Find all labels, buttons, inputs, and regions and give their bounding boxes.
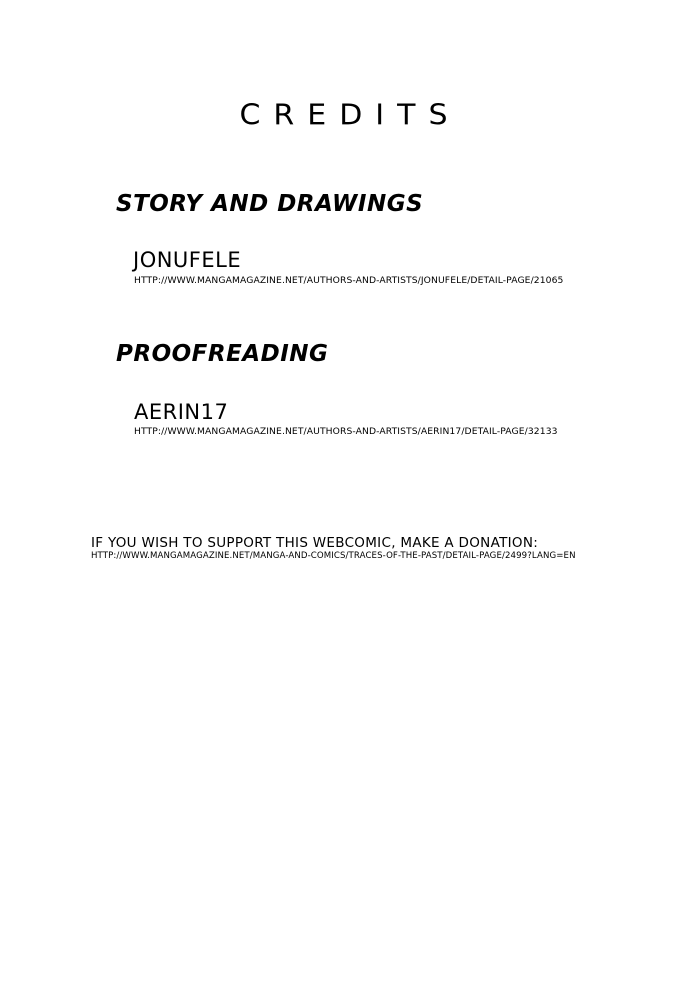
page-title: CREDITS (239, 98, 461, 133)
credit-link-story[interactable]: HTTP://WWW.MANGAMAGAZINE.NET/AUTHORS-AND-ARTISTS/JONUFELE/DETAIL-PAGE/21065 (134, 275, 564, 286)
credit-name-proofreading: AERIN17 (134, 400, 229, 424)
donation-text: IF YOU WISH TO SUPPORT THIS WEBCOMIC, MAKE A DONATION: (91, 535, 539, 551)
section-heading-story: STORY AND DRAWINGS (116, 191, 424, 217)
donation-link[interactable]: HTTP://WWW.MANGAMAGAZINE.NET/MANGA-AND-COMICS/TRACES-OF-THE-PAST/DETAIL-PAGE/2499?LANG=EN (91, 551, 576, 561)
section-heading-proofreading: PROOFREADING (116, 341, 329, 367)
credit-name-story: JONUFELE (133, 248, 242, 272)
credit-link-proofreading[interactable]: HTTP://WWW.MANGAMAGAZINE.NET/AUTHORS-AND-ARTISTS/AERIN17/DETAIL-PAGE/32133 (134, 426, 558, 437)
